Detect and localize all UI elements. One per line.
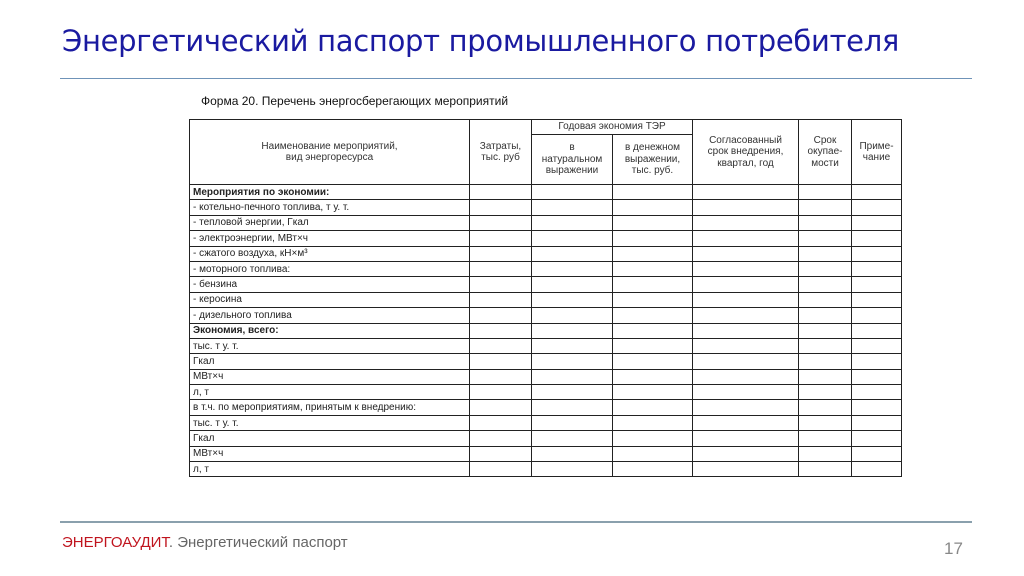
table-row	[190, 308, 902, 323]
table-row	[190, 338, 902, 353]
table-cell	[470, 431, 532, 446]
form-caption: Форма 20. Перечень энергосберегающих мероприятий	[201, 94, 509, 108]
table-cell	[532, 354, 613, 369]
table-cell	[532, 185, 613, 200]
table-cell	[470, 385, 532, 400]
table-cell	[470, 185, 532, 200]
table-cell	[799, 215, 852, 230]
table-cell	[852, 431, 902, 446]
footer-text: . Энергетический паспорт	[168, 534, 348, 551]
table-row	[190, 215, 902, 230]
table-cell	[799, 354, 852, 369]
table-cell	[470, 354, 532, 369]
table-cell	[693, 338, 799, 353]
table-cell	[470, 200, 532, 215]
table-cell	[693, 354, 799, 369]
row-label: - моторного топлива:	[190, 261, 470, 276]
table-cell	[532, 323, 613, 338]
table-cell	[852, 185, 902, 200]
table-row	[190, 323, 902, 338]
table-cell	[693, 323, 799, 338]
table-cell	[470, 462, 532, 477]
table-cell	[852, 292, 902, 307]
table-row	[190, 369, 902, 384]
row-label: - сжатого воздуха, кН×м³	[190, 246, 470, 261]
row-label: л, т	[190, 462, 470, 477]
table-cell	[532, 415, 613, 430]
table-cell	[532, 261, 613, 276]
table-cell	[470, 215, 532, 230]
table-cell	[852, 323, 902, 338]
table-cell	[532, 277, 613, 292]
table-cell	[532, 231, 613, 246]
table-cell	[693, 292, 799, 307]
table-cell	[470, 246, 532, 261]
row-label: - дизельного топлива	[190, 308, 470, 323]
table-cell	[852, 415, 902, 430]
row-label: - бензина	[190, 277, 470, 292]
table-row	[190, 462, 902, 477]
header-name: Наименование мероприятий, вид энергоресурса	[190, 120, 470, 185]
row-label: Экономия, всего:	[190, 323, 470, 338]
table-cell	[532, 246, 613, 261]
row-label: тыс. т у. т.	[190, 338, 470, 353]
table-cell	[613, 200, 693, 215]
table-cell	[852, 400, 902, 415]
table-cell	[470, 323, 532, 338]
table-cell	[799, 308, 852, 323]
table-row	[190, 354, 902, 369]
table-cell	[470, 400, 532, 415]
table-cell	[852, 200, 902, 215]
header-payback: Срок окупае- мости	[799, 120, 852, 185]
table-cell	[799, 369, 852, 384]
table-cell	[613, 462, 693, 477]
table-cell	[532, 369, 613, 384]
table-cell	[799, 462, 852, 477]
footer-brand: ЭНЕРГОАУДИТ	[62, 534, 169, 551]
table-cell	[613, 400, 693, 415]
title-divider	[60, 78, 972, 79]
table-cell	[693, 231, 799, 246]
row-label: - электроэнергии, МВт×ч	[190, 231, 470, 246]
table-cell	[693, 462, 799, 477]
footer	[62, 534, 348, 551]
table-cell	[799, 385, 852, 400]
table-cell	[613, 231, 693, 246]
table-cell	[852, 231, 902, 246]
table-row	[190, 385, 902, 400]
table-cell	[532, 385, 613, 400]
table-cell	[799, 292, 852, 307]
table-cell	[852, 261, 902, 276]
row-label: МВт×ч	[190, 446, 470, 461]
table-cell	[852, 215, 902, 230]
table-cell	[799, 231, 852, 246]
header-annual-savings: Годовая экономия ТЭР	[532, 120, 693, 135]
table-row	[190, 231, 902, 246]
table-cell	[613, 446, 693, 461]
table-cell	[613, 338, 693, 353]
table-row	[190, 246, 902, 261]
table-cell	[852, 277, 902, 292]
header-cost: Затраты, тыс. руб	[470, 120, 532, 185]
measures-table	[189, 119, 902, 477]
table-cell	[532, 200, 613, 215]
row-label: Гкал	[190, 431, 470, 446]
table-cell	[613, 185, 693, 200]
table-cell	[613, 415, 693, 430]
table-cell	[613, 246, 693, 261]
table-cell	[470, 415, 532, 430]
table-cell	[470, 369, 532, 384]
table-cell	[613, 261, 693, 276]
table-cell	[613, 292, 693, 307]
footer-divider	[60, 521, 972, 523]
table-cell	[799, 200, 852, 215]
table-cell	[470, 277, 532, 292]
table-row	[190, 261, 902, 276]
header-money: в денежном выражении, тыс. руб.	[613, 135, 693, 185]
table-cell	[613, 385, 693, 400]
table-cell	[693, 431, 799, 446]
row-label: - тепловой энергии, Гкал	[190, 215, 470, 230]
table-cell	[613, 354, 693, 369]
table-cell	[693, 277, 799, 292]
table-cell	[693, 369, 799, 384]
table-cell	[532, 462, 613, 477]
table-cell	[532, 292, 613, 307]
table-row	[190, 415, 902, 430]
table-cell	[532, 446, 613, 461]
table-cell	[470, 446, 532, 461]
table-cell	[532, 338, 613, 353]
row-label: МВт×ч	[190, 369, 470, 384]
table-row	[190, 200, 902, 215]
header-note: Приме- чание	[852, 120, 902, 185]
table-cell	[613, 308, 693, 323]
table-cell	[852, 369, 902, 384]
table-row	[190, 292, 902, 307]
table-cell	[470, 292, 532, 307]
table-cell	[799, 261, 852, 276]
table-cell	[799, 431, 852, 446]
table-cell	[693, 446, 799, 461]
table-cell	[693, 215, 799, 230]
table-cell	[613, 323, 693, 338]
table-cell	[852, 385, 902, 400]
table-cell	[470, 338, 532, 353]
table-cell	[852, 446, 902, 461]
page-number: 17	[944, 539, 963, 558]
slide-title: Энергетический паспорт промышленного потребителя	[62, 24, 900, 58]
table-cell	[693, 246, 799, 261]
row-label: - котельно-печного топлива, т у. т.	[190, 200, 470, 215]
table-cell	[852, 354, 902, 369]
table-cell	[693, 415, 799, 430]
row-label: тыс. т у. т.	[190, 415, 470, 430]
row-label: Гкал	[190, 354, 470, 369]
table-cell	[613, 277, 693, 292]
table-cell	[532, 431, 613, 446]
table-cell	[613, 369, 693, 384]
table-cell	[470, 308, 532, 323]
table-cell	[852, 338, 902, 353]
table-cell	[799, 323, 852, 338]
table-row	[190, 431, 902, 446]
table-cell	[693, 185, 799, 200]
row-label: л, т	[190, 385, 470, 400]
row-label: Мероприятия по экономии:	[190, 185, 470, 200]
table-cell	[799, 338, 852, 353]
table-cell	[852, 462, 902, 477]
row-label: - керосина	[190, 292, 470, 307]
table-cell	[799, 415, 852, 430]
table-cell	[852, 308, 902, 323]
header-agreed-term: Согласованный срок внедрения, квартал, год	[693, 120, 799, 185]
table-cell	[532, 308, 613, 323]
table-row	[190, 185, 902, 200]
table-cell	[532, 400, 613, 415]
table-cell	[470, 231, 532, 246]
table-row	[190, 446, 902, 461]
table-cell	[693, 261, 799, 276]
table-cell	[799, 400, 852, 415]
table-cell	[693, 308, 799, 323]
table-row	[190, 277, 902, 292]
table-cell	[799, 185, 852, 200]
table-cell	[613, 431, 693, 446]
table-cell	[799, 277, 852, 292]
table-cell	[613, 215, 693, 230]
table-cell	[693, 400, 799, 415]
header-natural: в натуральном выражении	[532, 135, 613, 185]
table-cell	[532, 215, 613, 230]
table-cell	[693, 200, 799, 215]
table-cell	[693, 385, 799, 400]
table-cell	[470, 261, 532, 276]
table-row	[190, 400, 902, 415]
table-cell	[852, 246, 902, 261]
row-label: в т.ч. по мероприятиям, принятым к внедрению:	[190, 400, 470, 415]
table-cell	[799, 246, 852, 261]
table-cell	[799, 446, 852, 461]
